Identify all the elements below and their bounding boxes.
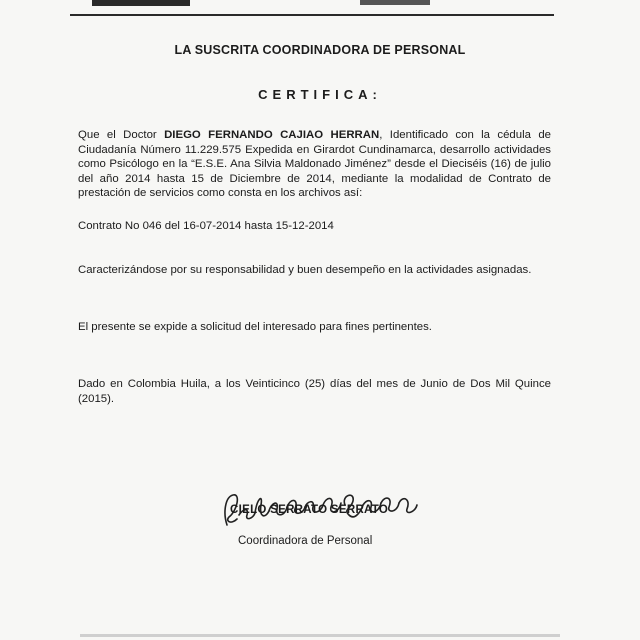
paragraph-intro: Que el Doctor bbox=[78, 129, 165, 141]
certified-person-name: DIEGO FERNANDO CAJIAO HERRAN bbox=[164, 129, 380, 141]
certification-paragraph bbox=[78, 128, 551, 201]
letterhead-fragment bbox=[360, 0, 430, 5]
signature-block bbox=[215, 485, 445, 555]
paragraph-body: , Identificado con la cédula de Ciudadanía Número 11.229.575 Expedida en Girardot Cundinamarca, desarrollo actividades como Psicólogo en la “E.S.E. Ana Silvia Maldonado Jiménez” desde el Dieciséis (16) de julio del año 2014 hasta 15 de Diciembre de 2014, mediante la modalidad de Contrato de prestación de servicios como consta en los archivos así: bbox=[78, 129, 552, 200]
performance-paragraph: Caracterizándose por su responsabilidad y buen desempeño en la actividades asignadas. bbox=[78, 264, 532, 276]
date-place-paragraph: Dado en Colombia Huila, a los Veinticinco (25) días del mes de Junio de Dos Mil Quince (2015). bbox=[78, 378, 551, 405]
letterhead-fragment bbox=[92, 0, 190, 6]
purpose-paragraph: El presente se expide a solicitud del interesado para fines pertinentes. bbox=[78, 321, 432, 333]
letterhead-rule bbox=[70, 14, 554, 16]
signatory-title: Coordinadora de Personal bbox=[238, 535, 373, 547]
contract-line: Contrato No 046 del 16-07-2014 hasta 15-12-2014 bbox=[78, 220, 334, 232]
page-bottom-edge bbox=[80, 634, 560, 637]
document-subheading: CERTIFICA: bbox=[258, 87, 382, 102]
letterhead-cut-edge bbox=[70, 0, 554, 18]
document-heading: LA SUSCRITA COORDINADORA DE PERSONAL bbox=[174, 43, 466, 57]
signatory-name: CIELO SERRATO SERRATO bbox=[230, 504, 389, 516]
